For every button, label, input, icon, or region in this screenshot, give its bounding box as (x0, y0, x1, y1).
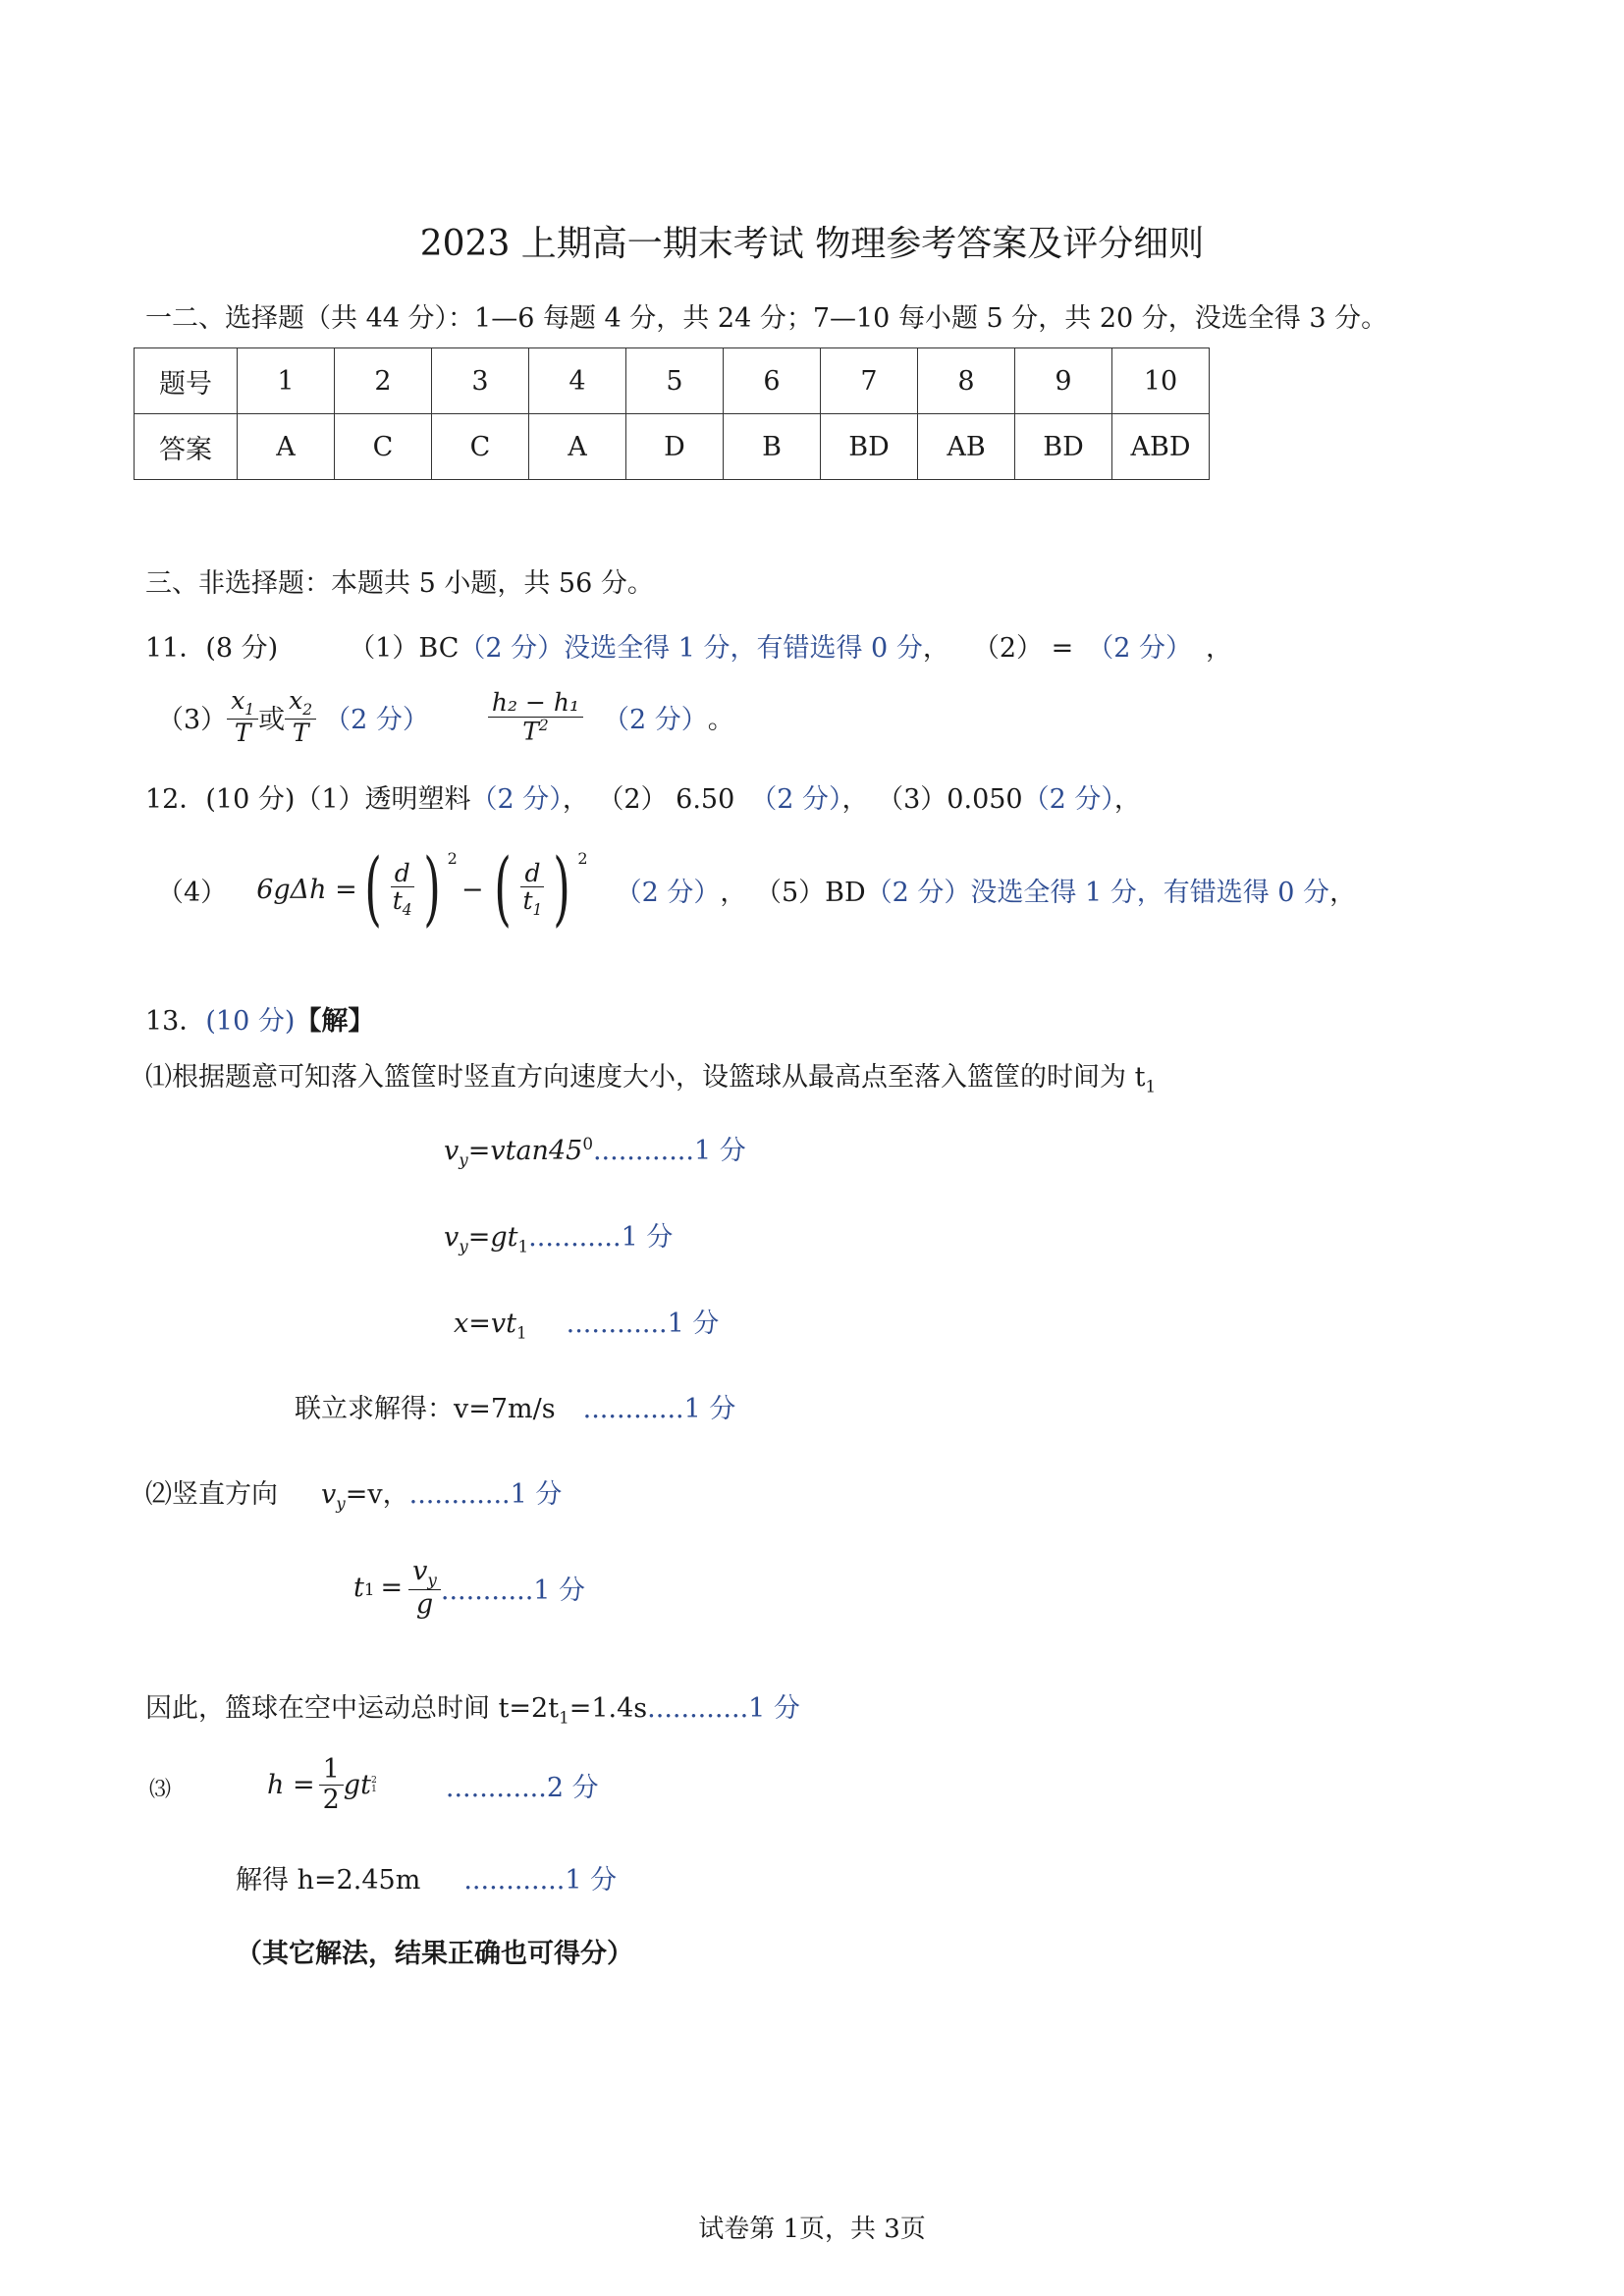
table-cell: B (724, 414, 821, 480)
q12-p4: （4） (157, 877, 228, 908)
q12-end: ， (1329, 877, 1357, 908)
table-cell: 10 (1112, 348, 1210, 414)
fraction-h-diff-over-T2: $\frac{\text{h₂ − h₁}}{T^2}$ (488, 689, 583, 744)
q12-score1: （2 分） (470, 784, 563, 815)
q11-comma1: ， (922, 633, 949, 664)
fraction-one-half: $\frac{1}{2}$ (319, 1755, 344, 1814)
q13-eq1: $v_y=vtan45^0............1$ 分 (444, 1134, 746, 1170)
q12-part3: ， （3）0.050 (841, 784, 1023, 815)
page-title: 2023 上期高一期末考试 物理参考答案及评分细则 (419, 224, 1205, 264)
q13-solve-score: ............1 分 (463, 1865, 618, 1896)
table-cell: 7 (821, 348, 918, 414)
paren-d-over-t1: ( $\frac{d}{t_1}$ ) $^2$ (494, 842, 588, 935)
table-cell: D (626, 414, 724, 480)
q13-h-score: ............2 分 (445, 1772, 599, 1803)
q12-p4-score: （2 分） (615, 877, 721, 908)
q11-p1-score: （2 分）没选全得 1 分，有错选得 0 分 (459, 633, 923, 664)
table-cell: 1 (238, 348, 335, 414)
q12-line1-end: ， (1113, 784, 1141, 815)
section-nonchoice-heading: 三、非选择题：本题共 5 小题，共 56 分。 (145, 568, 654, 599)
q12-line2 (157, 844, 1356, 934)
table-row-answers (135, 414, 1210, 480)
q13-note: （其它解法，结果正确也可得分） (236, 1939, 633, 1969)
table-row-numbers (135, 348, 1210, 414)
q12-minus: − (460, 874, 484, 905)
table-cell: 5 (626, 348, 724, 414)
page-footer: 试卷第 1页，共 3页 (698, 2215, 926, 2244)
table-cell: 3 (432, 348, 529, 414)
table-row-label: 答案 (135, 414, 238, 480)
q11-p3-score1: （2 分） (324, 704, 429, 735)
q11-p2: （2） = (972, 633, 1074, 664)
q11-p3: （3） (157, 704, 228, 735)
q11-p2-score: （2 分） (1087, 633, 1192, 664)
q13-total-score: ............1 分 (647, 1693, 800, 1724)
answer-table (134, 347, 1210, 480)
fraction-x2-over-T: $\frac{x_2}{T}$ (285, 687, 316, 747)
q12-p5: ， （5）BD (720, 877, 866, 908)
q13-score: (10 分) (205, 1006, 296, 1037)
q13-eq2-score: ...........1 分 (528, 1222, 674, 1253)
q11-p3-score2: （2 分） (603, 704, 708, 735)
table-cell: 6 (724, 348, 821, 414)
q13-part2-score: ............1 分 (408, 1479, 563, 1510)
q11-prefix: 11．(8 分) (145, 633, 279, 664)
table-cell: AB (918, 414, 1015, 480)
table-cell: 9 (1015, 348, 1112, 414)
q12-score3: （2 分） (1022, 784, 1114, 815)
q11-line1 (145, 626, 1232, 665)
q11-or: 或 (258, 704, 286, 735)
q13-part3-label: ⑶ (149, 1778, 172, 1802)
q13-heading (145, 999, 374, 1038)
paren-d-over-t4: ( $\frac{d}{t_4}$ ) $^2$ (363, 842, 458, 935)
table-cell: 2 (335, 348, 432, 414)
q13-eq3: $x=vt_1$ ............1 分 (454, 1308, 720, 1343)
table-cell: ABD (1112, 414, 1210, 480)
q13-prefix: 13． (145, 1006, 206, 1037)
table-cell: 8 (918, 348, 1015, 414)
q13-total-time: 因此，篮球在空中运动总时间 $t=2t_1=1.4s............1$ 分 (145, 1693, 800, 1728)
q13-eq1-score: ............1 分 (592, 1136, 746, 1166)
q13-solve: 解得 h=2.45m ............1 分 (236, 1865, 618, 1896)
table-row-label: 题号 (135, 348, 238, 414)
q13-eq4: 联立求解得：v=7m/s ............1 分 (295, 1394, 736, 1424)
table-cell: BD (821, 414, 918, 480)
q12-score2: （2 分） (750, 784, 842, 815)
q13-jie: 【解】 (295, 1006, 375, 1037)
fraction-vy-over-g: $\frac{v_y}{g}$ (408, 1557, 441, 1619)
q12-lhs: 6gΔh = (256, 874, 357, 905)
table-cell: C (432, 414, 529, 480)
table-cell: A (238, 414, 335, 480)
q12-line1 (145, 777, 1141, 816)
q13-part2: ⑵竖直方向 $v_y=v$，............1 分 (145, 1479, 563, 1514)
q11-p1: （1）BC (349, 633, 460, 664)
q11-end: 。 (707, 704, 734, 735)
section-choice-heading: 一二、选择题（共 44 分）：1—6 每题 4 分，共 24 分；7—10 每小题 5 分，共 20 分，没选全得 3 分。 (145, 303, 1388, 334)
q12-p5-score: （2 分）没选全得 1 分，有错选得 0 分 (865, 877, 1330, 908)
q12-part1: 12．(10 分)（1）透明塑料 (145, 784, 471, 815)
q13-eq2: $v_y=gt_1...........1$ 分 (444, 1222, 674, 1256)
q13-h-equation: h = $\frac{1}{2}$ gt 2 1 ............2 分 (267, 1754, 599, 1815)
table-cell: C (335, 414, 432, 480)
q13-t1-score: ...........1 分 (440, 1575, 586, 1607)
q13-eq3-score: ............1 分 (566, 1308, 720, 1339)
table-cell: BD (1015, 414, 1112, 480)
q11-line2 (157, 687, 734, 747)
q13-t1-equation: t 1 = $\frac{v_y}{g}$ ...........1 分 (353, 1556, 586, 1620)
q11-comma2: ， (1205, 633, 1232, 664)
q12-part2: ， （2） 6.50 (562, 784, 735, 815)
table-cell: 4 (529, 348, 626, 414)
q13-intro: ⑴根据题意可知落入篮筐时竖直方向速度大小，设篮球从最高点至落入篮筐的时间为 $t_1$ (145, 1062, 1157, 1096)
fraction-x1-over-T: $\frac{x_1}{T}$ (227, 687, 258, 747)
table-cell: A (529, 414, 626, 480)
q13-eq4-score: ............1 分 (582, 1394, 736, 1424)
